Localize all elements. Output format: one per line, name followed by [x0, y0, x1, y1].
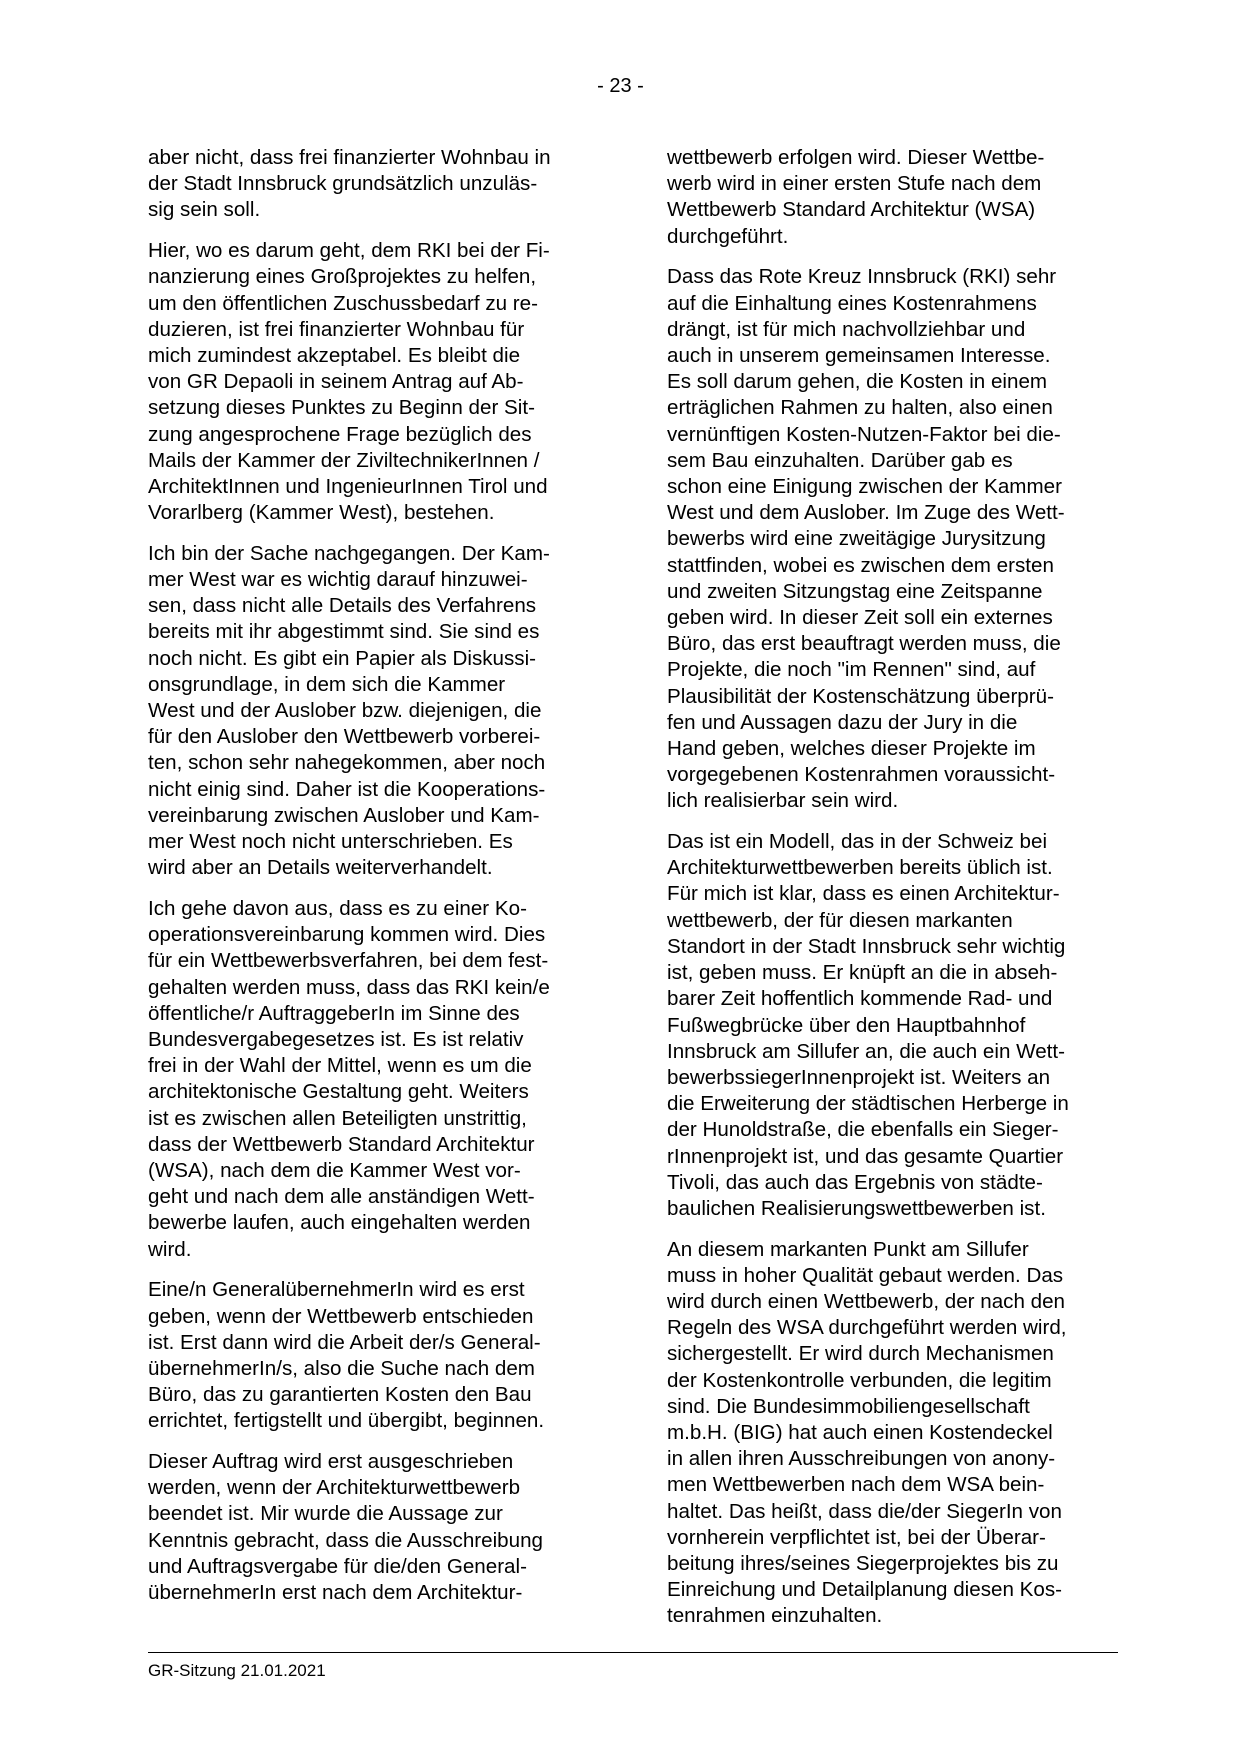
- footer-divider: [148, 1652, 1118, 1653]
- paragraph: Dass das Rote Kreuz Innsbruck (RKI) sehr auf die Einhaltung eines Kostenrahmens drängt, ist für mich nachvollziehbar und auch in unserem gemeinsamen Interesse. Es soll darum gehen, die Kosten in einem erträglichen Rahmen zu halten, also einen vernünftigen Kosten-Nutzen-Faktor bei die- sem Bau einzuhalten. Darüber gab es schon eine Einigung zwischen der Kammer West und dem Auslober. Im Zuge des Wett- bewerbs wird eine zweitägige Jurysitzung stattfinden, wobei es zwischen dem ersten und zweiten Sitzungstag eine Zeitspanne geben wird. In dieser Zeit soll ein externes Büro, das erst beauftragt werden muss, die Projekte, die noch "im Rennen" sind, auf Plausibilität der Kostenschätzung überprü- fen und Aussagen dazu der Jury in die Hand geben, welches dieser Projekte im vorgegebenen Kostenrahmen voraussicht- lich realisierbar sein wird.: [667, 265, 1065, 813]
- left-column: [148, 145, 588, 1621]
- paragraph: Ich bin der Sache nachgegangen. Der Kam- mer West war es wichtig darauf hinzuwei- sen, dass nicht alle Details des Verfahrens bereits mit ihr abgestimmt sind. Sie sind es noch nicht. Es gibt ein Papier als Diskussi- onsgrundlage, in dem sich die Kammer West und der Auslober bzw. diejenigen, die für den Auslober den Wettbewerb vorberei- ten, schon sehr nahegekommen, aber noch nicht einig sind. Daher ist die Kooperations- vereinbarung zwischen Auslober und Kam- mer West noch nicht unterschrieben. Es wird aber an Details weiterverhandelt.: [148, 541, 550, 880]
- footer-session-date: GR-Sitzung 21.01.2021: [148, 1661, 326, 1680]
- paragraph: Eine/n GeneralübernehmerIn wird es erst geben, wenn der Wettbewerb entschieden ist. Erst dann wird die Arbeit der/s General- übernehmerIn/s, also die Suche nach dem Büro, das zu garantierten Kosten den Bau errichtet, fertigstellt und übergibt, beginnen.: [148, 1278, 545, 1433]
- paragraph: Dieser Auftrag wird erst ausgeschrieben werden, wenn der Architekturwettbewerb beendet ist. Mir wurde die Aussage zur Kenntnis gebracht, dass die Ausschreibung und Auftragsvergabe für die/den General- übernehmerIn erst nach dem Architektur-: [148, 1450, 543, 1605]
- paragraph: Das ist ein Modell, das in der Schweiz bei Architekturwettbewerben bereits üblich ist. Für mich ist klar, dass es einen Architektur- wettbewerb, der für diesen markanten Standort in der Stadt Innsbruck sehr wichtig ist, geben muss. Er knüpft an die in abseh- barer Zeit hoffentlich kommende Rad- und Fußwegbrücke über den Hauptbahnhof Innsbruck am Sillufer an, die auch ein Wett- bewerbssiegerInnenprojekt ist. Weiters an die Erweiterung der städtischen Herberge in der Hunoldstraße, die ebenfalls ein Sieger- rInnenprojekt ist, und das gesamte Quartier Tivoli, das auch das Ergebnis von städte- baulichen Realisierungswettbewerben ist.: [667, 830, 1069, 1220]
- paragraph: An diesem markanten Punkt am Sillufer muss in hoher Qualität gebaut werden. Das wird durch einen Wettbewerb, der nach den Regeln des WSA durchgeführt werden wird, sichergestellt. Er wird durch Mechanismen der Kostenkontrolle verbunden, die legitim sind. Die Bundesimmobiliengesellschaft m.b.H. (BIG) hat auch einen Kostendeckel in allen ihren Ausschreibungen von anony- men Wettbewerben nach dem WSA bein- haltet. Das heißt, dass die/der SiegerIn von vornherein verpflichtet ist, bei der Überar- beitung ihres/seines Siegerprojektes bis zu Einreichung und Detailplanung diesen Kos- tenrahmen einzuhalten.: [667, 1237, 1067, 1628]
- paragraph: aber nicht, dass frei finanzierter Wohnbau in der Stadt Innsbruck grundsätzlich unzuläs- sig sein soll.: [148, 146, 551, 222]
- paragraph: Ich gehe davon aus, dass es zu einer Ko- operationsvereinbarung kommen wird. Dies für ein Wettbewerbsverfahren, bei dem fest- gehalten werden muss, dass das RKI kein/e öffentliche/r AuftraggeberIn im Sinne des Bundesvergabegesetzes ist. Es ist relativ frei in der Wahl der Mittel, wenn es um die architektonische Gestaltung geht. Weiters ist es zwischen allen Beteiligten unstrittig, dass der Wettbewerb Standard Architektur (WSA), nach dem die Kammer West vor- geht und nach dem alle anständigen Wett- bewerbe laufen, auch eingehalten werden wird.: [148, 896, 550, 1261]
- page-number: - 23 -: [597, 75, 644, 97]
- right-column: [667, 145, 1107, 1644]
- paragraph: Hier, wo es darum geht, dem RKI bei der Fi- nanzierung eines Großprojektes zu helfen, um den öffentlichen Zuschussbedarf zu re- duzieren, ist frei finanzierter Wohnbau für mich zumindest akzeptabel. Es bleibt die von GR Depaoli in seinem Antrag auf Ab- setzung dieses Punktes zu Beginn der Sit- zung angesprochene Frage bezüglich des Mails der Kammer der ZiviltechnikerInnen / ArchitektInnen und IngenieurInnen Tirol und Vorarlberg (Kammer West), bestehen.: [148, 239, 550, 525]
- paragraph: wettbewerb erfolgen wird. Dieser Wettbe- werb wird in einer ersten Stufe nach dem Wettbewerb Standard Architektur (WSA) durchgeführt.: [667, 146, 1045, 248]
